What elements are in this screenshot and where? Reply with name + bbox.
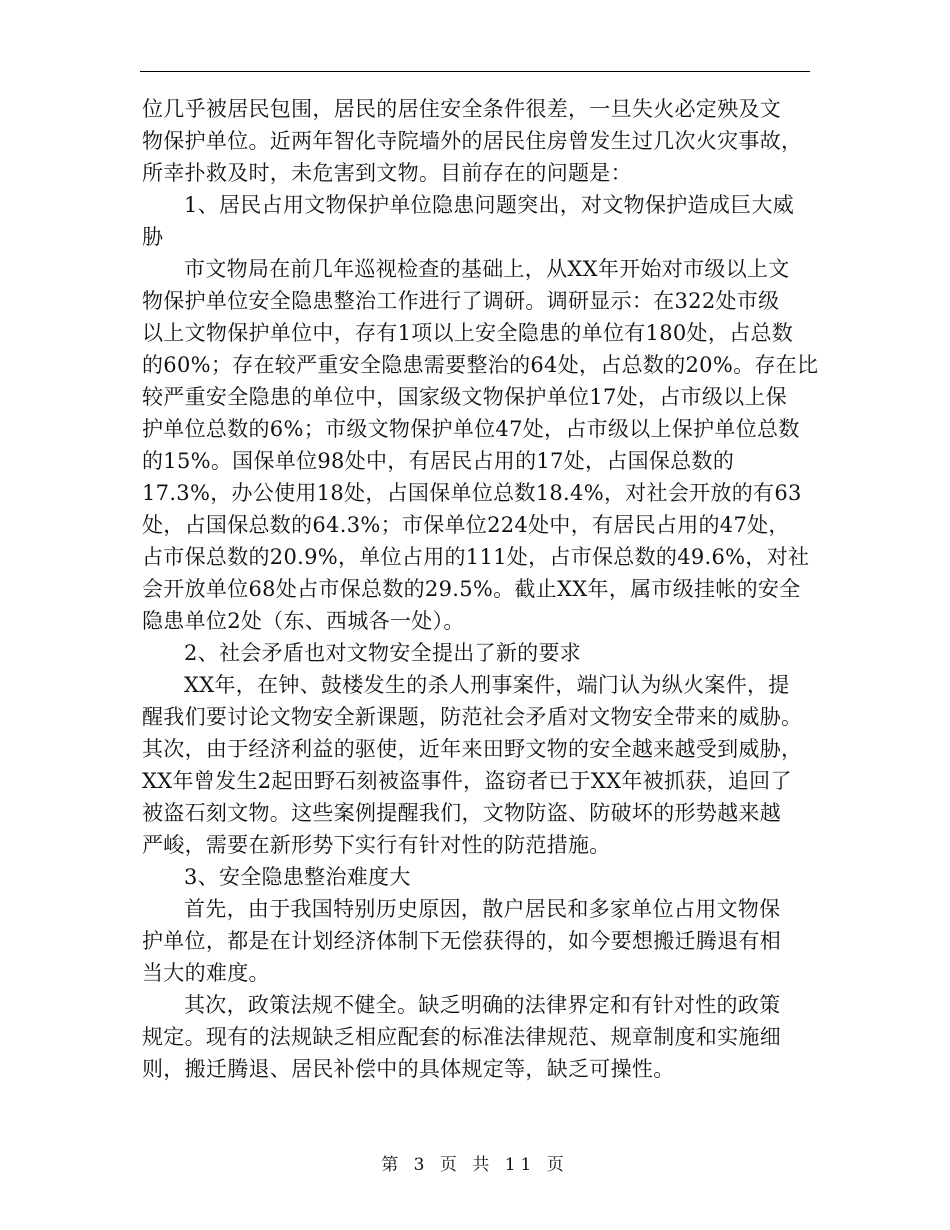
text-line: 会开放单位68处占市保总数的29.5%。截止XX年，属市级挂帐的安全 [142, 577, 801, 601]
text-line: 严峻，需要在新形势下实行有针对性的防范措施。 [142, 833, 611, 857]
text-line: 占市保总数的20.9%，单位占用的111处，占市保总数的49.6%，对社 [142, 545, 810, 569]
text-line: 较严重安全隐患的单位中，国家级文物保护单位17处，占市级以上保 [142, 385, 788, 409]
text-line: 隐患单位2处（东、西城各一处）。 [142, 609, 465, 633]
section-heading-1: 1、居民占用文物保护单位隐患问题突出，对文物保护造成巨大威 [184, 193, 795, 217]
text-line: 市文物局在前几年巡视检查的基础上，从XX年开始对市级以上文 [184, 257, 790, 281]
text-line: 护单位，都是在计划经济体制下无偿获得的，如今要想搬迁腾退有相 [142, 929, 781, 953]
text-line: 所幸扑救及时，未危害到文物。目前存在的问题是： [142, 161, 632, 185]
text-line: 的60%；存在较严重安全隐患需要整治的64处，占总数的20%。存在比 [142, 353, 819, 377]
text-line: 17.3%，办公使用18处，占国保单位总数18.4%，对社会开放的有63 [142, 481, 802, 505]
text-line: 物保护单位。近两年智化寺院墙外的居民住房曾发生过几次火灾事故， [142, 129, 803, 153]
text-line: 被盗石刻文物。这些案例提醒我们，文物防盗、防破坏的形势越来越 [142, 801, 781, 825]
text-line: 以上文物保护单位中，存有1项以上安全隐患的单位有180处，占总数 [142, 321, 794, 345]
text-line: 其次，由于经济利益的驱使，近年来田野文物的安全越来越受到威胁， [142, 737, 803, 761]
text-line: 则，搬迁腾退、居民补偿中的具体规定等，缺乏可操性。 [142, 1057, 675, 1081]
text-line: 护单位总数的6%；市级文物保护单位47处，占市级以上保护单位总数 [142, 417, 800, 441]
section-heading-1-cont: 胁 [142, 225, 164, 249]
section-heading-2: 2、社会矛盾也对文物安全提出了新的要求 [184, 641, 582, 665]
text-line: 首先，由于我国特别历史原因，散户居民和多家单位占用文物保 [184, 897, 781, 921]
text-line: 醒我们要讨论文物安全新课题，防范社会矛盾对文物安全带来的威胁。 [142, 705, 803, 729]
text-line: XX年，在钟、鼓楼发生的杀人刑事案件，端门认为纵火案件，提 [184, 673, 790, 697]
header-rule [140, 71, 810, 72]
text-line: XX年曾发生2起田野石刻被盗事件，盗窃者已于XX年被抓获，追回了 [142, 769, 792, 793]
document-body [142, 93, 819, 1085]
text-line: 的15%。国保单位98处中，有居民占用的17处，占国保总数的 [142, 449, 735, 473]
text-line: 位几乎被居民包围，居民的居住安全条件很差，一旦失火必定殃及文 [142, 97, 781, 121]
page-number: 第 3 页 共 11 页 [381, 1155, 569, 1175]
section-heading-3: 3、安全隐患整治难度大 [184, 865, 411, 889]
text-line: 处，占国保总数的64.3%；市保单位224处中，有居民占用的47处， [142, 513, 790, 537]
text-line: 规定。现有的法规缺乏相应配套的标准法律规范、规章制度和实施细 [142, 1025, 781, 1049]
text-line: 当大的难度。 [142, 961, 270, 985]
text-line: 物保护单位安全隐患整治工作进行了调研。调研显示：在322处市级 [142, 289, 780, 313]
text-line: 其次，政策法规不健全。缺乏明确的法律界定和有针对性的政策 [184, 993, 781, 1017]
